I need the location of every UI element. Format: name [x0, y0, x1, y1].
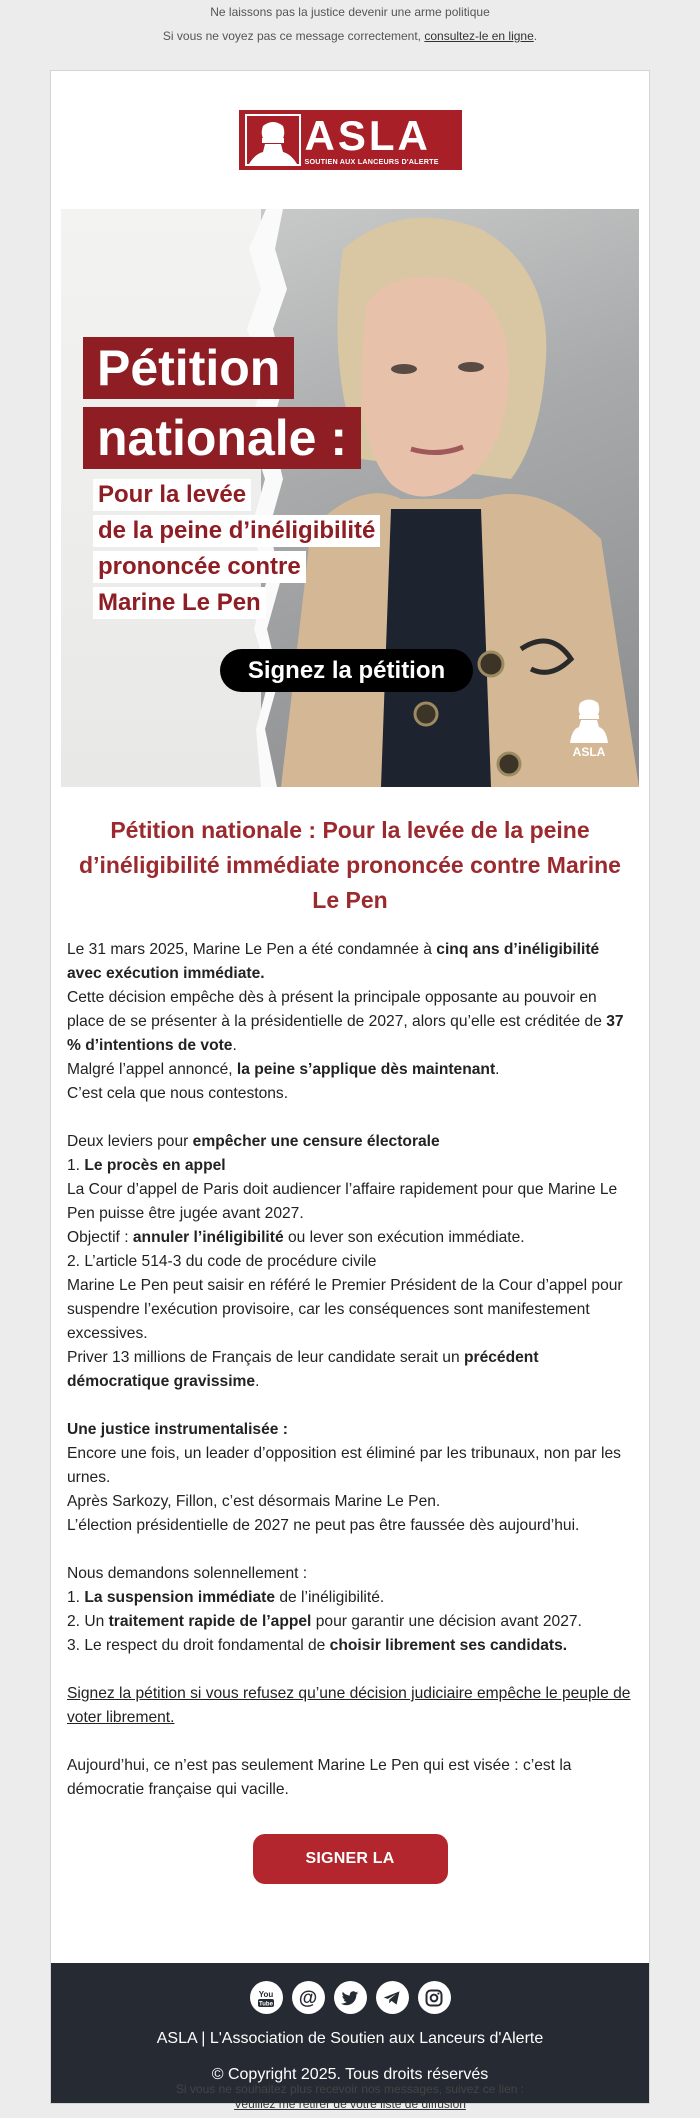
logo-tagline: SOUTIEN AUX LANCEURS D'ALERTE — [304, 156, 439, 166]
view-online-line — [0, 20, 700, 70]
email-content — [51, 787, 649, 1963]
logo-name: ASLA — [304, 111, 431, 159]
view-online-link[interactable]: consultez-le en ligne — [424, 29, 534, 43]
paragraph: Marine Le Pen peut saisir en référé le Premier Président de la Cour d’appel pour suspendre l’exécution provisoire, car les conséquences sont manifestement excessives. — [67, 1277, 623, 1342]
body-text — [67, 938, 633, 1802]
preheader: Ne laissons pas la justice devenir une arme politique — [210, 5, 490, 19]
hero-badge-label: ASLA — [572, 745, 606, 759]
instagram-icon[interactable] — [418, 1981, 451, 2014]
sign-petition-link[interactable]: Signez la pétition si vous refusez qu’une décision judiciaire empêche le peuple de voter librement. — [67, 1685, 631, 1726]
svg-text:Tube: Tube — [259, 2001, 273, 2007]
telegram-icon[interactable] — [376, 1981, 409, 2014]
text: 1. — [67, 1589, 85, 1606]
paragraph — [67, 1058, 633, 1082]
whistleblower-badge-icon — [570, 697, 608, 743]
bold-text: cinq ans d’inéligibilité avec exécution immédiate. — [67, 941, 600, 982]
text: 2. Un — [67, 1613, 109, 1630]
email-icon[interactable] — [292, 1981, 325, 2014]
text: Cette décision empêche dès à présent la principale opposante au pouvoir en place de se présenter à la présidentielle de 2027, alors qu’elle est créditée de — [67, 989, 607, 1030]
objective-line — [67, 1226, 633, 1250]
paragraph: L’élection présidentielle de 2027 ne peut pas être faussée dès aujourd’hui. — [67, 1517, 580, 1534]
hero-title-line-1: Pétition — [83, 337, 294, 399]
paragraph: Encore une fois, un leader d’opposition est éliminé par les tribunaux, non par les urnes. — [67, 1445, 621, 1486]
bold-text: précédent démocratique gravissime — [67, 1349, 539, 1390]
bold-text: empêcher une censure électorale — [192, 1133, 440, 1150]
svg-text:You: You — [258, 1989, 274, 1999]
paragraph — [67, 1682, 633, 1730]
paragraph — [67, 1346, 633, 1394]
text: Objectif : — [67, 1229, 133, 1246]
text: Priver 13 millions de Français de leur candidate serait un — [67, 1349, 464, 1366]
footer-copyright: © Copyright 2025. Tous droits réservés — [211, 2066, 489, 2083]
bold-text: 37 % d’intentions de vote — [67, 1013, 624, 1054]
bold-text: traitement rapide de l’appel — [108, 1613, 312, 1630]
hero-sign-button[interactable]: Signez la pétition — [220, 649, 473, 692]
text: . — [255, 1373, 260, 1390]
lever-1-title — [67, 1154, 633, 1178]
text: Deux leviers pour — [67, 1133, 193, 1150]
demand-2 — [67, 1610, 633, 1634]
text: ou lever son exécution immédiate. — [283, 1229, 525, 1246]
view-online-prefix: Si vous ne voyez pas ce message correctement, — [162, 29, 425, 43]
sign-petition-button[interactable]: SIGNER LA PÉTITION — [253, 1834, 448, 1884]
bold-text: annuler l’inéligibilité — [132, 1229, 284, 1246]
closing-paragraph: Aujourd’hui, ce n’est pas seulement Marine Le Pen qui est visée : c’est la démocratie française qui vacille. — [67, 1757, 572, 1798]
headline: Pétition nationale : Pour la levée de la peine d’inéligibilité immédiate prononcée contre Marine Le Pen — [79, 817, 621, 913]
text: 1. — [67, 1157, 85, 1174]
bold-text: Le procès en appel — [84, 1157, 226, 1174]
paragraph — [67, 938, 633, 986]
levers-heading — [67, 1130, 633, 1154]
demand-3 — [67, 1634, 633, 1658]
logo-area — [51, 71, 649, 209]
paragraph: La Cour d’appel de Paris doit audiencer l’affaire rapidement pour que Marine Le Pen puisse être jugée avant 2027. — [67, 1181, 618, 1222]
footer-organization: ASLA | L'Association de Soutien aux Lanceurs d'Alerte — [156, 2030, 544, 2047]
paragraph: C’est cela que nous contestons. — [67, 1085, 289, 1102]
unsubscribe-link[interactable]: Veuillez me retirer de votre liste de diffusion — [234, 2097, 466, 2111]
view-online-suffix: . — [533, 29, 538, 43]
demand-1 — [67, 1586, 633, 1610]
bold-text: choisir librement ses candidats. — [329, 1637, 568, 1654]
email-card — [50, 70, 650, 2104]
paragraph — [67, 986, 633, 1058]
twitter-icon[interactable] — [334, 1981, 367, 2014]
hero-sub-line-2: de la peine d’inéligibilité — [93, 515, 380, 547]
demands-heading: Nous demandons solennellement : — [67, 1565, 308, 1582]
text: Le 31 mars 2025, Marine Le Pen a été condamnée à — [67, 941, 437, 958]
text: pour garantir une décision avant 2027. — [311, 1613, 582, 1630]
text: Malgré l’appel annoncé, — [67, 1061, 237, 1078]
asla-logo[interactable] — [239, 110, 462, 170]
hero-sub-line-3: prononcée contre — [93, 551, 306, 583]
hero-title-line-2: nationale : — [83, 407, 361, 469]
bold-text: La suspension immédiate — [84, 1589, 275, 1606]
text: . — [232, 1037, 237, 1054]
paragraph: Après Sarkozy, Fillon, c’est désormais Marine Le Pen. — [67, 1493, 441, 1510]
unsubscribe-text: Si vous ne souhaitez plus recevoir nos messages, suivez ce lien : — [175, 2082, 525, 2096]
text: 3. Le respect du droit fondamental de — [67, 1637, 330, 1654]
unsubscribe-area — [0, 2082, 700, 2112]
youtube-icon[interactable] — [250, 1981, 283, 2014]
cta-area — [67, 1802, 633, 1963]
social-links — [51, 1981, 649, 2019]
text: . — [495, 1061, 500, 1078]
bold-text: la peine s’applique dès maintenant — [236, 1061, 496, 1078]
hero-asla-badge — [566, 697, 612, 767]
bold-text: Une justice instrumentalisée : — [67, 1421, 288, 1438]
whistleblower-logo-icon — [245, 114, 301, 166]
lever-2-title: 2. L’article 514-3 du code de procédure civile — [67, 1253, 377, 1270]
hero-banner[interactable] — [61, 209, 639, 787]
svg-text:@: @ — [298, 1987, 318, 2009]
hero-sub-line-4: Marine Le Pen — [93, 587, 266, 619]
hero-sub-line-1: Pour la levée — [93, 479, 251, 511]
justice-heading — [67, 1418, 633, 1442]
text: de l’inéligibilité. — [275, 1589, 385, 1606]
